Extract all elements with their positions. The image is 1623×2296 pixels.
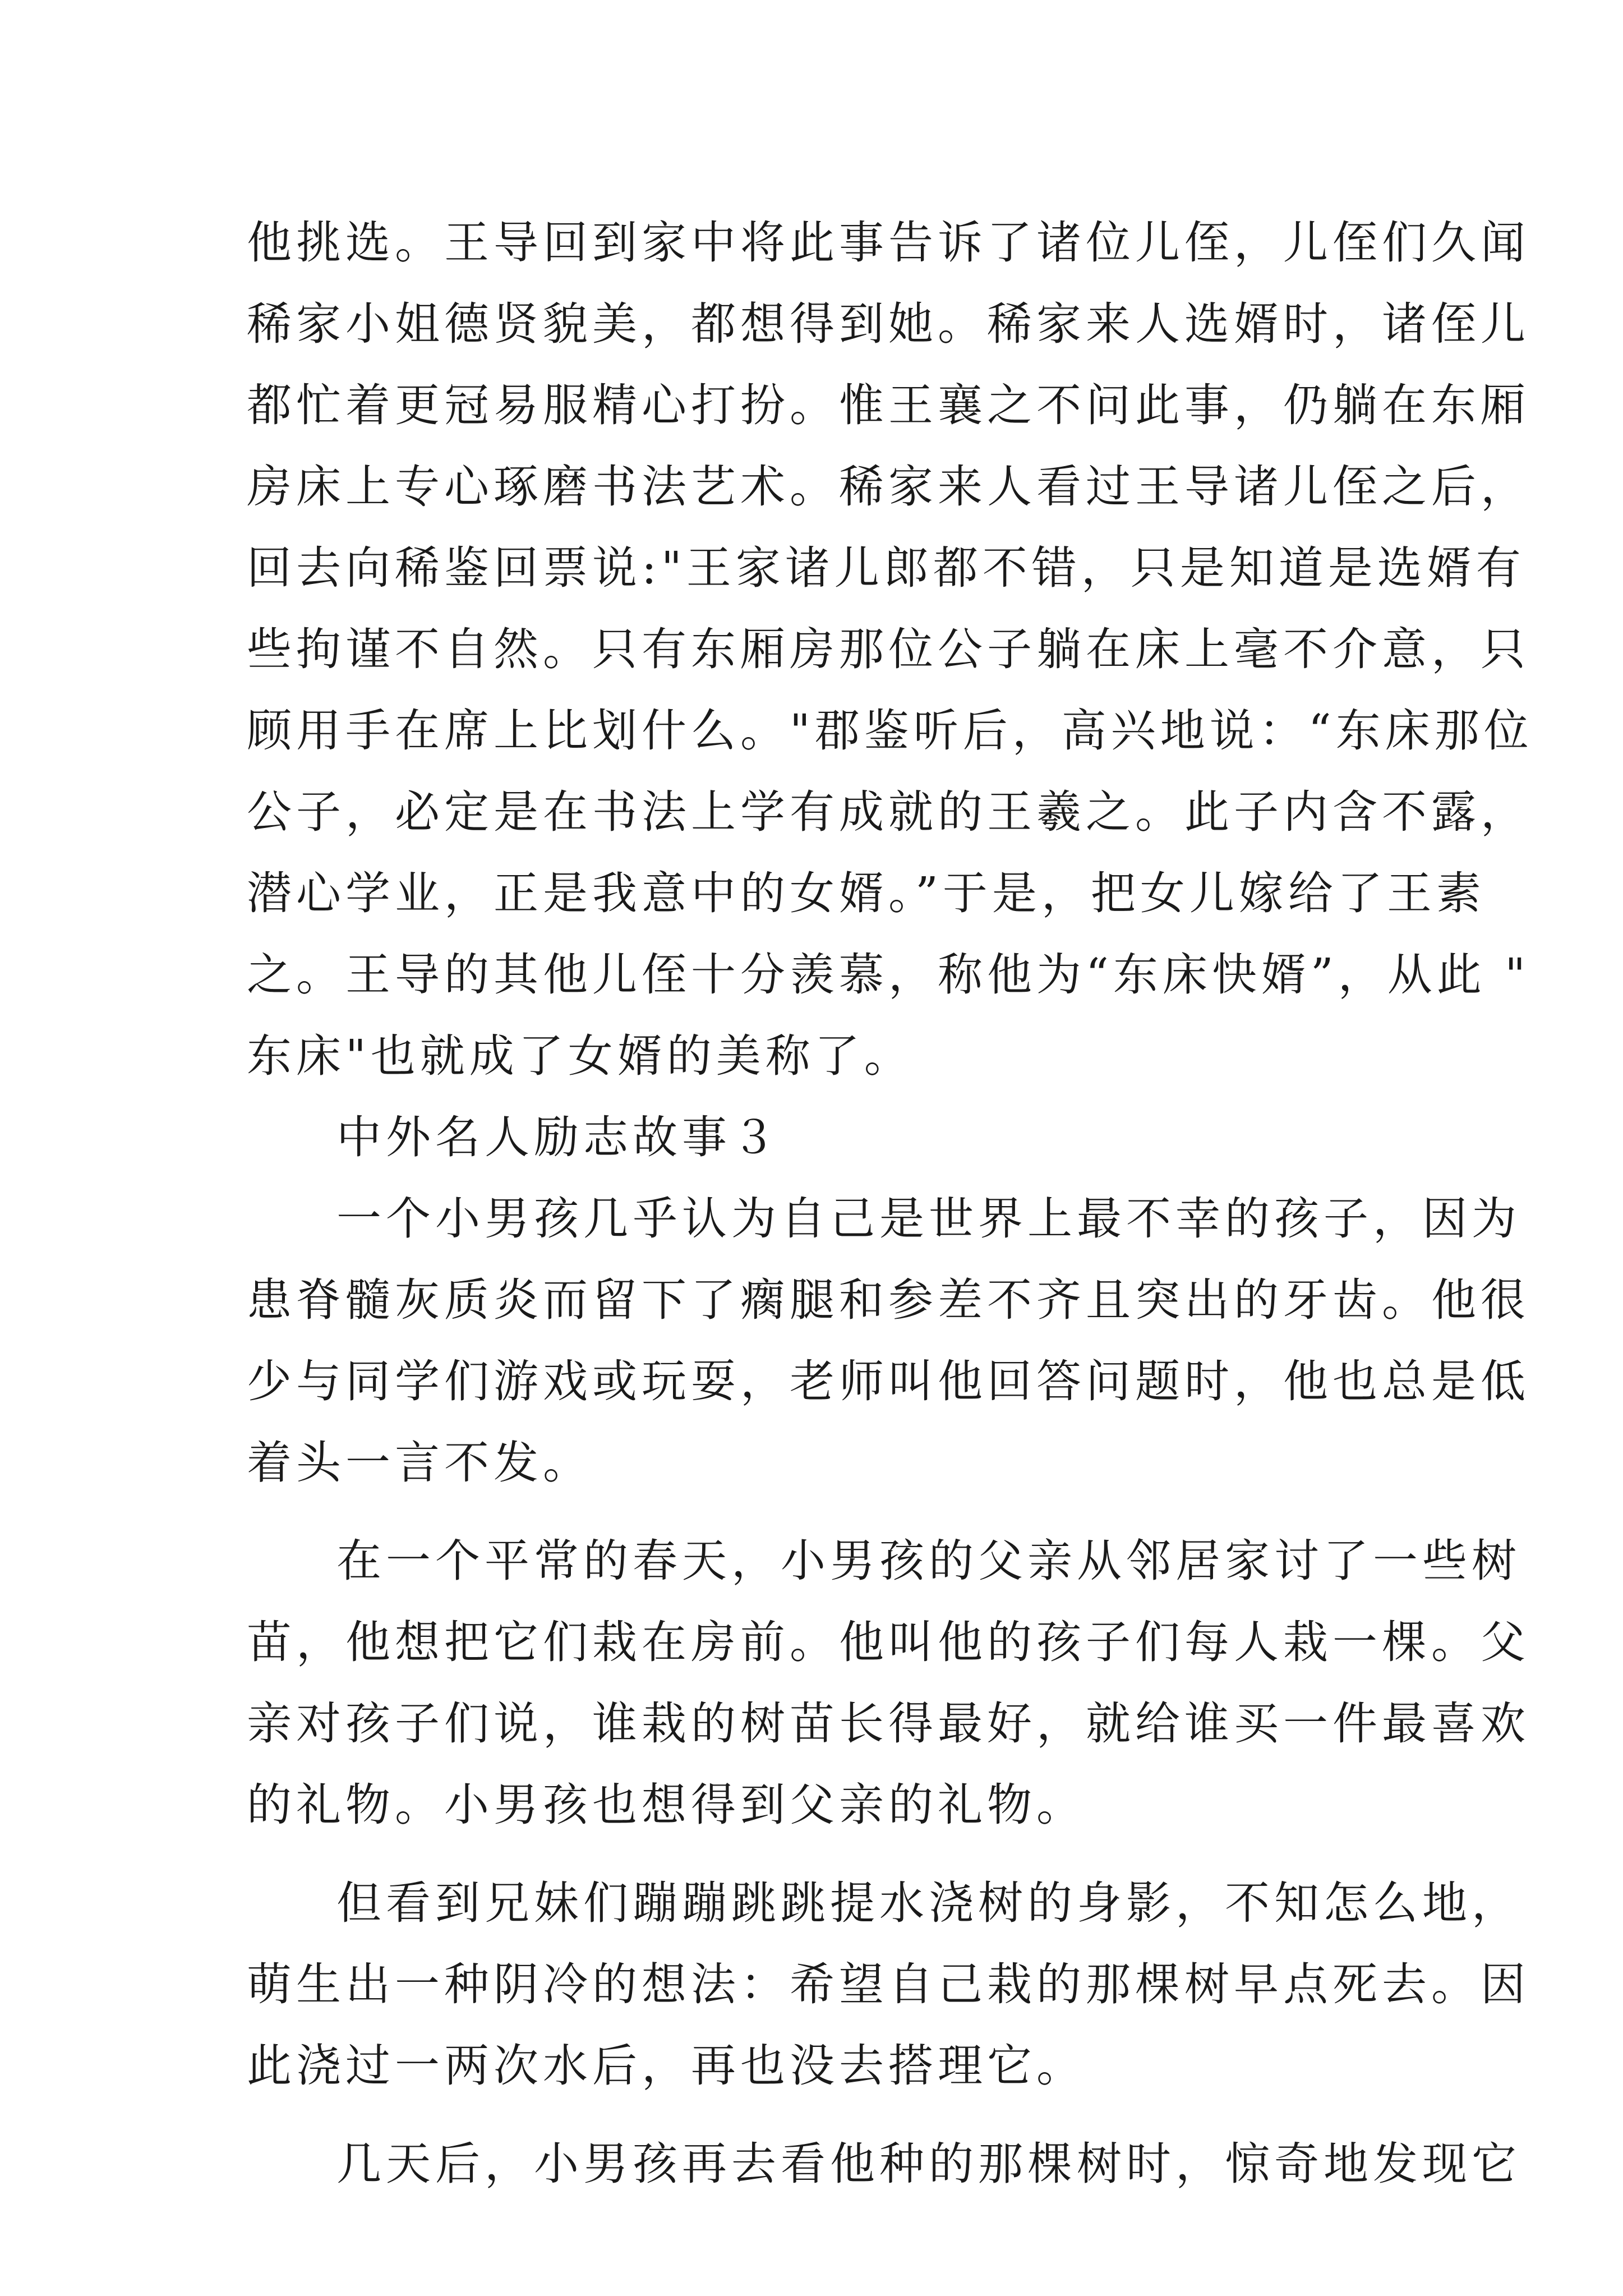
text-line: 潜心学业，正是我意中的女婿。”于是，把女儿嫁给了王素 — [247, 867, 1486, 919]
text-line: 顾用手在席上比划什么。"郡鉴听后，高兴地说：“东床那位 — [247, 705, 1533, 757]
paragraph-gap — [247, 1503, 1396, 1520]
text-line: 稀家小姐德贤貌美，都想得到她。稀家来人选婿时，诸侄儿 — [247, 298, 1530, 350]
text-line: 萌生出一种阴冷的想法：希望自己栽的那棵树早点死去。因 — [247, 1958, 1530, 2010]
text-line: 房床上专心琢磨书法艺术。稀家来人看过王导诸儿侄之后， — [247, 461, 1530, 513]
text-line: 之。王导的其他儿侄十分羡慕，称他为“东床快婿”，从此 " — [247, 949, 1530, 1001]
text-line: 一个小男孩几乎认为自己是世界上最不幸的孩子，因为 — [336, 1193, 1521, 1245]
text-line: 亲对孩子们说，谁栽的树苗长得最好，就给谁买一件最喜欢 — [247, 1697, 1530, 1750]
text-line: 苗，他想把它们栽在房前。他叫他的孩子们每人栽一棵。父 — [247, 1616, 1530, 1668]
text-line: 但看到兄妹们蹦蹦跳跳提水浇树的身影，不知怎么地， — [336, 1877, 1521, 1929]
text-line: 都忙着更冠易服精心打扮。惟王襄之不问此事，仍躺在东厢 — [247, 379, 1530, 431]
text-line: 着头一言不发。 — [247, 1437, 592, 1489]
text-line: 的礼物。小男孩也想得到父亲的礼物。 — [247, 1779, 1086, 1831]
text-line: 中外名人励志故事３ — [336, 1111, 781, 1163]
document-body — [247, 202, 1533, 2205]
text-line: 几天后，小男孩再去看他种的那棵树时，惊奇地发现它 — [336, 2138, 1521, 2190]
text-line: 东床"也就成了女婿的美称了。 — [247, 1030, 914, 1082]
text-line: 患脊髓灰质炎而留下了瘸腿和参差不齐且突出的牙齿。他很 — [247, 1274, 1530, 1326]
paragraph-gap — [247, 1846, 1396, 1862]
text-line: 他挑选。王导回到家中将此事告诉了诸位儿侄，儿侄们久闻 — [247, 217, 1530, 269]
text-line: 公子，必定是在书法上学有成就的王羲之。此子内含不露， — [247, 786, 1530, 838]
paragraph-gap — [247, 2106, 1396, 2123]
text-line: 少与同学们游戏或玩耍，老师叫他回答问题时，他也总是低 — [247, 1355, 1530, 1407]
text-line: 此浇过一两次水后，再也没去搭理它。 — [247, 2040, 1086, 2092]
text-line: 在一个平常的春天，小男孩的父亲从邻居家讨了一些树 — [336, 1535, 1521, 1587]
text-line: 些拘谨不自然。只有东厢房那位公子躺在床上毫不介意，只 — [247, 623, 1530, 675]
text-line: 回去向稀鉴回票说:"王家诸儿郎都不错，只是知道是选婿有 — [247, 542, 1525, 594]
